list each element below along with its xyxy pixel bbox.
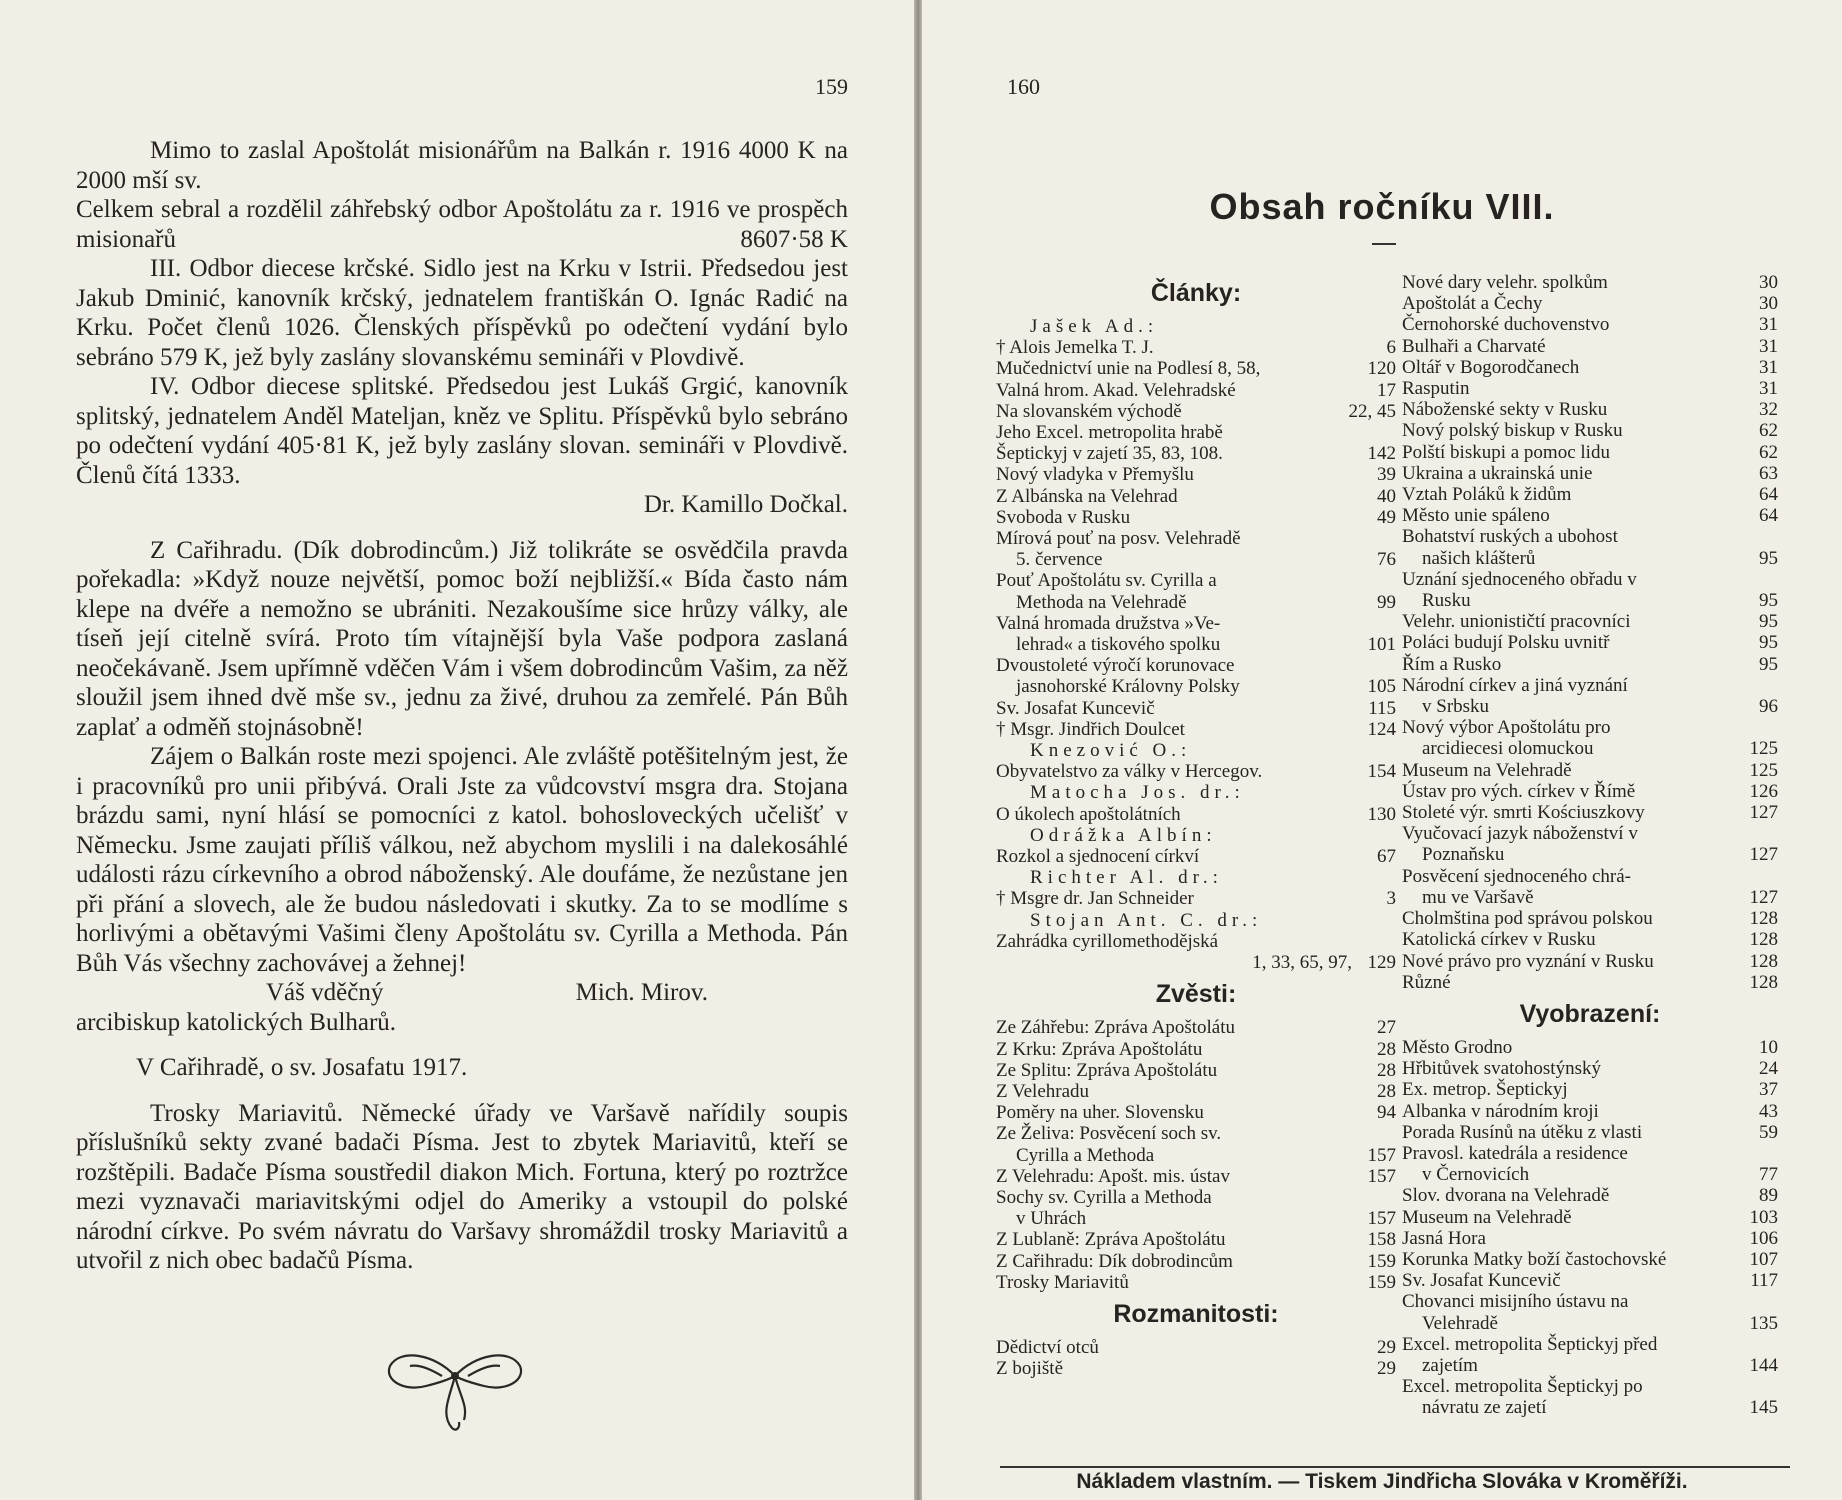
contents-entry	[1402, 484, 1778, 505]
contents-entry	[1402, 314, 1778, 335]
contents-entry	[1402, 293, 1778, 314]
entry-title: Řím a Rusko	[1402, 653, 1502, 675]
entry-page: 28	[1377, 1038, 1396, 1060]
contents-entry	[996, 1039, 1396, 1060]
entry-line: Excel. metropolita Šeptickyj po	[1402, 1376, 1643, 1398]
section-heading: Vyobrazení:	[1519, 999, 1661, 1028]
entry-page: 28	[1377, 1059, 1396, 1081]
contents-entry	[996, 1081, 1396, 1102]
entry-title: Slov. dvorana na Velehradě	[1402, 1185, 1610, 1207]
entry-page: 135	[1749, 1312, 1778, 1334]
entry-title: Albanka v národním kroji	[1402, 1100, 1599, 1122]
entry-title: Hřbitůvek svatohostýnský	[1402, 1058, 1601, 1080]
section-heading: Články:	[1150, 279, 1242, 307]
entry-line: Chovanci misijního ústavu na	[1402, 1291, 1629, 1313]
paragraph	[76, 536, 848, 743]
entry-title: Obyvatelstvo za války v Hercegov.	[996, 761, 1263, 783]
entry-title: Stoleté výr. smrti Kościuszkovy	[1402, 802, 1645, 824]
contents-entry	[1402, 1164, 1778, 1185]
contents-title: Obsah ročníku VIII.	[1209, 186, 1555, 227]
entry-title: Velehradě	[1422, 1312, 1498, 1334]
entry-page: 129	[1367, 952, 1396, 974]
entry-page: 127	[1749, 886, 1778, 908]
entry-page: 64	[1759, 484, 1778, 506]
entry-line: Dvoustoleté výročí korunovace	[996, 655, 1235, 677]
paragraph	[76, 195, 848, 254]
entry-line: Uznání sjednoceného obřadu v	[1402, 568, 1637, 590]
entry-page: 128	[1749, 971, 1778, 993]
contents-entry	[996, 507, 1396, 528]
entry-title: Jasná Hora	[1402, 1227, 1486, 1249]
entry-line: Vyučovací jazyk náboženství v	[1402, 823, 1638, 845]
entry-page: 94	[1377, 1102, 1396, 1124]
left-paragraphs	[76, 136, 848, 978]
entry-title: Trosky Mariavitů	[996, 1271, 1129, 1293]
entry-title: 1, 33, 65, 97,	[1252, 952, 1352, 974]
entry-page: 30	[1759, 272, 1778, 293]
contents-entry	[1402, 1185, 1778, 1206]
entry-title: Město Grodno	[1402, 1036, 1513, 1058]
paragraph-text: Zájem o Balkán roste mezi spojenci. Ale zvláště potěšitelným jest, že i pracovníků pro unii přibývá. Orali Jste za vůdcovství msgra dra. Stojana brázdu sami, nyní hlásí se pomocníci z katol. bohosloveckých učelišť v Německu. Jsme zaujati příliš válkou, než abychom myslili i na dalekosáhlé události rázu církevního a obrod náboženský. Ale doufáme, že nezůstane jen při přání a slovech, ale že budou následovati i skutky. Za to se modlíme s horlivými a obětavými Vašimi členy Apoštolátu sv. Cyrilla a Methoda. Pán Bůh Vás všechny zachovávej a žehnej!	[76, 743, 848, 977]
contents-entry	[996, 1166, 1396, 1187]
signature-title: arcibiskup katolických Bulharů.	[76, 1008, 397, 1036]
section-heading: Zvěsti:	[1155, 980, 1237, 1009]
entry-title: Nový vladyka v Přemyšlu	[996, 464, 1194, 486]
signature-line	[76, 978, 848, 1008]
entry-line: Národní církev a jiná vyznání	[1402, 674, 1628, 696]
book-gutter	[914, 0, 922, 1500]
contents-entry	[996, 1272, 1396, 1293]
contents-entry	[1402, 781, 1778, 802]
contents-entry	[1402, 1058, 1778, 1079]
contents-entry	[996, 1208, 1396, 1229]
entry-page: 95	[1759, 611, 1778, 633]
paragraph	[76, 490, 848, 520]
entry-title: Sv. Josafat Kuncevič	[1402, 1270, 1561, 1292]
entry-page: 24	[1759, 1058, 1778, 1080]
section-heading: Rozmanitosti:	[1113, 1299, 1279, 1328]
final-paragraph: Trosky Mariavitů. Německé úřady ve Varšavě nařídily soupis příslušníků sekty zvané badači Písma. Jest to zbytek Mariavitů, kteří se rozštěpili. Badače Písma soustředil diakon Mich. Fortuna, který po roztržce mezi vyznavači mariavitskými odjel do Ameriky a vstoupil do polské národní církve. Po svém návratu do Varšavy shromáždil trosky Mariavitů a utvořil z nich obec badačů Písma.	[76, 1099, 848, 1274]
entry-title: † Msgre dr. Jan Schneider	[996, 888, 1194, 910]
entry-page: 31	[1759, 356, 1778, 378]
entry-page: 40	[1377, 485, 1396, 507]
spacer	[76, 1037, 848, 1053]
entry-title: Oltář v Bogorodčanech	[1402, 356, 1580, 378]
entry-title: Nové dary velehr. spolkům	[1402, 272, 1608, 293]
contents-entry	[1402, 696, 1778, 717]
entry-page: 95	[1759, 590, 1778, 612]
author-name: Knezović O.:	[1030, 740, 1192, 762]
entry-line: Nový výbor Apoštolátu pro	[1402, 717, 1611, 739]
paragraph	[76, 372, 848, 490]
contents-entry	[996, 380, 1396, 401]
entry-page: 37	[1759, 1079, 1778, 1101]
entry-title: Cholmština pod správou polskou	[1402, 908, 1653, 930]
entry-page: 30	[1759, 293, 1778, 315]
contents-entry	[996, 1145, 1396, 1166]
entry-title: v Uhrách	[1016, 1208, 1087, 1230]
contents-entry	[996, 698, 1396, 719]
paragraph	[76, 742, 848, 978]
contents-entry	[996, 486, 1396, 507]
contents-entry	[1402, 1037, 1778, 1058]
entry-page: 125	[1749, 738, 1778, 760]
entry-title: Z Lublaně: Zpráva Apoštolátu	[996, 1229, 1226, 1251]
paragraph-text: IV. Odbor diecese splitské. Předsedou jest Lukáš Grgić, kanovník splitský, jednatelem Anděl Mateljan, kněz ve Splitu. Příspěvků bylo sebráno po odečtení vydání 405·81 K, jež byly zaslány slovan. semináři v Plovdivě. Členů čítá 1333.	[76, 373, 848, 489]
entry-page: 10	[1759, 1036, 1778, 1058]
contents-entry	[996, 549, 1396, 570]
contents-entry	[1402, 844, 1778, 865]
contents-entry	[996, 952, 1396, 973]
entry-page: 127	[1749, 802, 1778, 824]
contents-entry	[996, 676, 1396, 697]
entry-title: Nové právo pro vyznání v Rusku	[1402, 950, 1654, 972]
contents-entry	[1402, 1101, 1778, 1122]
entry-title: Rozkol a sjednocení církví	[996, 846, 1200, 868]
entry-line: Posvěcení sjednoceného chrá-	[1402, 865, 1631, 887]
contents-entry	[996, 1060, 1396, 1081]
entry-line: Zahrádka cyrillomethodějská	[996, 930, 1219, 952]
paragraph-text: Mimo to zaslal Apoštolát misionářům na Balkán r. 1916 4000 K na 2000 mší sv.	[76, 137, 848, 194]
page-number-left: 159	[815, 74, 848, 99]
contents-entry	[1402, 929, 1778, 950]
entry-page: 128	[1749, 908, 1778, 930]
contents-entry	[996, 761, 1396, 782]
entry-line: Valná hromada družstva »Ve-	[996, 612, 1221, 634]
entry-title: Museum na Velehradě	[1402, 1206, 1572, 1228]
entry-title: † Msgr. Jindřich Doulcet	[996, 718, 1185, 740]
entry-page: 39	[1377, 464, 1396, 486]
author-name: Jašek Ad.:	[1030, 316, 1159, 337]
entry-page: 159	[1367, 1250, 1396, 1272]
entry-title: mu ve Varšavě	[1422, 886, 1534, 908]
entry-page: 127	[1749, 844, 1778, 866]
entry-page: 95	[1759, 653, 1778, 675]
entry-title: Různé	[1402, 971, 1451, 993]
contents-column-1	[996, 272, 1396, 1379]
entry-page: 17	[1377, 379, 1396, 401]
entry-title: Vztah Poláků k židům	[1402, 484, 1572, 506]
entry-title: O úkolech apoštolátních	[996, 803, 1181, 825]
entry-title: † Alois Jemelka T. J.	[996, 337, 1154, 359]
entry-title: 5. července	[1016, 549, 1103, 571]
entry-title: v Srbsku	[1422, 696, 1490, 718]
entry-title: Město unie spáleno	[1402, 505, 1550, 527]
entry-title: Černohorské duchovenstvo	[1402, 314, 1610, 336]
entry-title: Z Velehradu	[996, 1080, 1090, 1102]
entry-title: Valná hrom. Akad. Velehradské	[996, 379, 1236, 401]
entry-title: Ústav pro vých. církev v Římě	[1402, 780, 1636, 802]
contents-entry	[996, 337, 1396, 358]
entry-page: 124	[1367, 718, 1396, 740]
entry-page: 6	[1386, 337, 1396, 359]
contents-column-2	[1402, 272, 1778, 1419]
spacer	[76, 1083, 848, 1099]
entry-title: Nový polský biskup v Rusku	[1402, 420, 1623, 442]
contents-entry	[1402, 272, 1778, 293]
entry-page: 126	[1749, 780, 1778, 802]
contents-entry	[1402, 1249, 1778, 1270]
entry-title: Náboženské sekty v Rusku	[1402, 399, 1608, 421]
dateline: V Cařihradě, o sv. Josafatu 1917.	[136, 1054, 468, 1081]
entry-page: 29	[1377, 1358, 1396, 1380]
contents-entry	[1402, 505, 1778, 526]
contents-entry	[996, 719, 1396, 740]
contents-entry	[996, 1251, 1396, 1272]
contents-entry	[996, 358, 1396, 379]
entry-page: 154	[1367, 761, 1396, 783]
entry-page: 64	[1759, 505, 1778, 527]
entry-title: Z Velehradu: Apošt. mis. ústav	[996, 1165, 1230, 1187]
entry-line: Sochy sv. Cyrilla a Methoda	[996, 1186, 1212, 1208]
contents-entry	[996, 804, 1396, 825]
entry-line: Excel. metropolita Šeptickyj před	[1402, 1333, 1658, 1355]
entry-title: Ex. metrop. Šeptickyj	[1402, 1079, 1568, 1101]
contents-entry	[1402, 972, 1778, 993]
left-page-text	[76, 136, 848, 1276]
entry-line: Mírová pouť na posv. Velehradě	[996, 528, 1241, 550]
entry-page: 49	[1377, 506, 1396, 528]
entry-line: Bohatství ruských a ubohost	[1402, 526, 1618, 548]
entry-title: v Černovicích	[1422, 1164, 1530, 1186]
entry-title: našich klášterů	[1422, 547, 1536, 569]
footer-rule	[1000, 1466, 1790, 1468]
entry-page: 31	[1759, 314, 1778, 336]
entry-page: 89	[1759, 1185, 1778, 1207]
entry-title: Apoštolát a Čechy	[1402, 293, 1543, 315]
entry-page: 101	[1367, 634, 1396, 656]
entry-title: Museum na Velehradě	[1402, 759, 1572, 781]
contents-entry	[1402, 463, 1778, 484]
contents-entry	[1402, 611, 1778, 632]
entry-page: 157	[1367, 1144, 1396, 1166]
contents-entry	[1402, 1079, 1778, 1100]
contents-entry	[1402, 887, 1778, 908]
entry-page: 96	[1759, 696, 1778, 718]
entry-title: Sv. Josafat Kuncevič	[996, 697, 1155, 719]
entry-page: 62	[1759, 441, 1778, 463]
entry-title: Šeptickyj v zajetí 35, 83, 108.	[996, 443, 1223, 465]
entry-title: Ze Záhřebu: Zpráva Apoštolátu	[996, 1017, 1236, 1039]
contents-entry	[996, 401, 1396, 422]
publisher-footer: Nákladem vlastním. — Tiskem Jindřicha Slováka v Kroměříži.	[1076, 1470, 1688, 1493]
contents-entry	[1402, 908, 1778, 929]
entry-title: Z Krku: Zpráva Apoštolátu	[996, 1038, 1203, 1060]
entry-page: 31	[1759, 378, 1778, 400]
contents-entry	[996, 634, 1396, 655]
entry-page: 115	[1368, 697, 1396, 719]
entry-page: 145	[1749, 1397, 1778, 1419]
entry-page: 117	[1750, 1270, 1778, 1292]
entry-page: 28	[1377, 1080, 1396, 1102]
contents-entry	[1402, 951, 1778, 972]
entry-page: 95	[1759, 632, 1778, 654]
entry-title: Dědictví otců	[996, 1336, 1099, 1358]
entry-page: 95	[1759, 547, 1778, 569]
paragraph-text: Dr. Kamillo Dočkal.	[643, 491, 848, 518]
contents-entry	[996, 443, 1396, 464]
entry-title: Cyrilla a Methoda	[1016, 1144, 1155, 1166]
entry-title: Porada Rusínů na útěku z vlasti	[1402, 1121, 1643, 1143]
contents-entry	[1402, 378, 1778, 399]
contents-entry	[1402, 399, 1778, 420]
contents-entry	[1402, 1122, 1778, 1143]
entry-page: 128	[1749, 950, 1778, 972]
contents-entry	[1402, 357, 1778, 378]
contents-entry	[1402, 738, 1778, 759]
contents-entry	[1402, 632, 1778, 653]
entry-title: jasnohorské Královny Polsky	[1016, 676, 1240, 698]
spacer	[76, 520, 848, 536]
entry-title: Bulhaři a Charvaté	[1402, 335, 1546, 357]
contents-entry	[1402, 1270, 1778, 1291]
entry-title: Korunka Matky boží častochovské	[1402, 1248, 1667, 1270]
entry-title: Rusku	[1422, 590, 1471, 612]
entry-page: 63	[1759, 462, 1778, 484]
contents-entry	[996, 464, 1396, 485]
contents-entry	[1402, 1207, 1778, 1228]
entry-page: 106	[1749, 1227, 1778, 1249]
contents-entry	[1402, 420, 1778, 441]
entry-page: 77	[1759, 1164, 1778, 1186]
entry-page: 3	[1386, 888, 1396, 910]
entry-page: 105	[1367, 676, 1396, 698]
amount: 8607·58 K	[740, 225, 848, 253]
contents-entry	[1402, 1355, 1778, 1376]
entry-title: Z bojiště	[996, 1358, 1064, 1380]
author-name: Odrážka Albín:	[1030, 824, 1217, 846]
contents-entry	[996, 1337, 1396, 1358]
author-name: Richter Al. dr.:	[1030, 867, 1223, 889]
entry-title: Velehr. unionističtí pracovníci	[1402, 611, 1631, 633]
entry-page: 130	[1367, 803, 1396, 825]
contents-entry	[996, 592, 1396, 613]
contents-entry	[996, 1229, 1396, 1250]
entry-page: 27	[1377, 1017, 1396, 1039]
entry-title: Poměry na uher. Slovensku	[996, 1102, 1204, 1124]
page-number-right: 160	[1007, 74, 1040, 99]
author-name: Stojan Ant. C. dr.:	[1030, 909, 1263, 931]
entry-page: 59	[1759, 1121, 1778, 1143]
contents-entry	[996, 1017, 1396, 1038]
paragraph-text: III. Odbor diecese krčské. Sidlo jest na Krku v Istrii. Předsedou jest Jakub Dminić, kanovník krčský, jednatelem františkán O. Ignác Radić na Krku. Počet členů 1026. Členských příspěvků po odečtení vydání bylo sebráno 579 K, jež byly zaslány slovanskému semináři v Plovdivě.	[76, 255, 848, 371]
right-page	[922, 0, 1842, 1500]
author-name: Matocha Jos. dr.:	[1030, 782, 1245, 804]
contents-entry	[1402, 548, 1778, 569]
signature-name: Mich. Mirov.	[575, 979, 708, 1006]
entry-title: návratu ze zajetí	[1422, 1397, 1547, 1419]
entry-line: Jeho Excel. metropolita hrabě	[996, 422, 1223, 444]
entry-title: Rasputin	[1402, 378, 1470, 400]
entry-page: 32	[1759, 399, 1778, 421]
entry-page: 142	[1367, 443, 1396, 465]
entry-page: 99	[1377, 591, 1396, 613]
entry-title: Methoda na Velehradě	[1016, 591, 1187, 613]
contents-entry	[1402, 1397, 1778, 1418]
entry-page: 125	[1749, 759, 1778, 781]
entry-page: 103	[1749, 1206, 1778, 1228]
entry-page: 128	[1749, 929, 1778, 951]
contents-entry	[1402, 654, 1778, 675]
contents-entry	[1402, 590, 1778, 611]
paragraph	[76, 136, 848, 195]
entry-title: Ze Splitu: Zpráva Apoštolátu	[996, 1059, 1218, 1081]
entry-page: 120	[1367, 358, 1396, 380]
entry-page: 144	[1749, 1354, 1778, 1376]
entry-line: Ze Želiva: Posvěcení soch sv.	[996, 1123, 1222, 1145]
contents-entry	[1402, 760, 1778, 781]
entry-title: Mučednictví unie na Podlesí 8, 58,	[996, 358, 1261, 380]
entry-page: 67	[1377, 846, 1396, 868]
entry-title: Poznaňsku	[1422, 844, 1505, 866]
contents-entry	[996, 888, 1396, 909]
entry-title: Poláci budují Polsku uvnitř	[1402, 632, 1610, 654]
entry-page: 31	[1759, 335, 1778, 357]
entry-title: zajetím	[1422, 1354, 1478, 1376]
paragraph-text: Celkem sebral a rozdělil záhřebský odbor Apoštolátu za r. 1916 ve prospěch misionařů	[76, 196, 848, 253]
contents-entry	[1402, 1313, 1778, 1334]
entry-title: Z Albánska na Velehrad	[996, 485, 1178, 507]
contents-entry	[1402, 1228, 1778, 1249]
contents-entry	[996, 846, 1396, 867]
signature-greeting: Váš vděčný	[266, 979, 384, 1006]
entry-page: 158	[1367, 1229, 1396, 1251]
entry-page: 76	[1377, 549, 1396, 571]
left-page	[0, 0, 914, 1500]
entry-title: Ukraina a ukrainská unie	[1402, 462, 1593, 484]
entry-page: 22, 45	[1348, 400, 1396, 422]
entry-page: 62	[1759, 420, 1778, 442]
entry-title: lehrad« a tiskového spolku	[1016, 634, 1221, 656]
contents-entry	[1402, 336, 1778, 357]
entry-title: Z Cařihradu: Dík dobrodincům	[996, 1250, 1233, 1272]
entry-page: 43	[1759, 1100, 1778, 1122]
entry-line: Pravosl. katedrála a residence	[1402, 1142, 1628, 1164]
entry-page: 107	[1749, 1248, 1778, 1270]
entry-title: Svoboda v Rusku	[996, 506, 1131, 528]
entry-title: arcidiecesi olomuckou	[1422, 738, 1594, 760]
contents-entry	[996, 1102, 1396, 1123]
contents-entry	[1402, 442, 1778, 463]
entry-page: 159	[1367, 1271, 1396, 1293]
entry-title: Na slovanském východě	[996, 400, 1182, 422]
contents-entry	[1402, 802, 1778, 823]
title-divider	[1372, 243, 1396, 245]
paragraph	[76, 254, 848, 372]
entry-page: 29	[1377, 1336, 1396, 1358]
paragraph-text: Z Cařihradu. (Dík dobrodincům.) Již tolikráte se osvědčila pravda pořekadla: »Když nouze největší, pomoc boží nejbližší.« Bída často nám klepe na dvéře a nemožno se ubrániti. Nezakoušíme sice hrůzy války, ale tíseň její citelně svírá. Proto tím vítajnější byla Vaše podpora zaslaná neočekávaně. Jsem upřímně vděčen Vám i všem dobrodincům Vašim, za něž sloužil jsem ihned dvě mše sv., jednu za živé, druhou za zemřelé. Pán Bůh zaplať a odměň stojnásobně!	[76, 536, 848, 741]
entry-title: Katolická církev v Rusku	[1402, 929, 1596, 951]
ornament-icon	[380, 1336, 530, 1436]
entry-line: Pouť Apoštolátu sv. Cyrilla a	[996, 570, 1217, 592]
entry-page: 157	[1367, 1208, 1396, 1230]
contents-entry	[996, 1358, 1396, 1379]
entry-page: 157	[1367, 1165, 1396, 1187]
entry-title: Polští biskupi a pomoc lidu	[1402, 441, 1610, 463]
